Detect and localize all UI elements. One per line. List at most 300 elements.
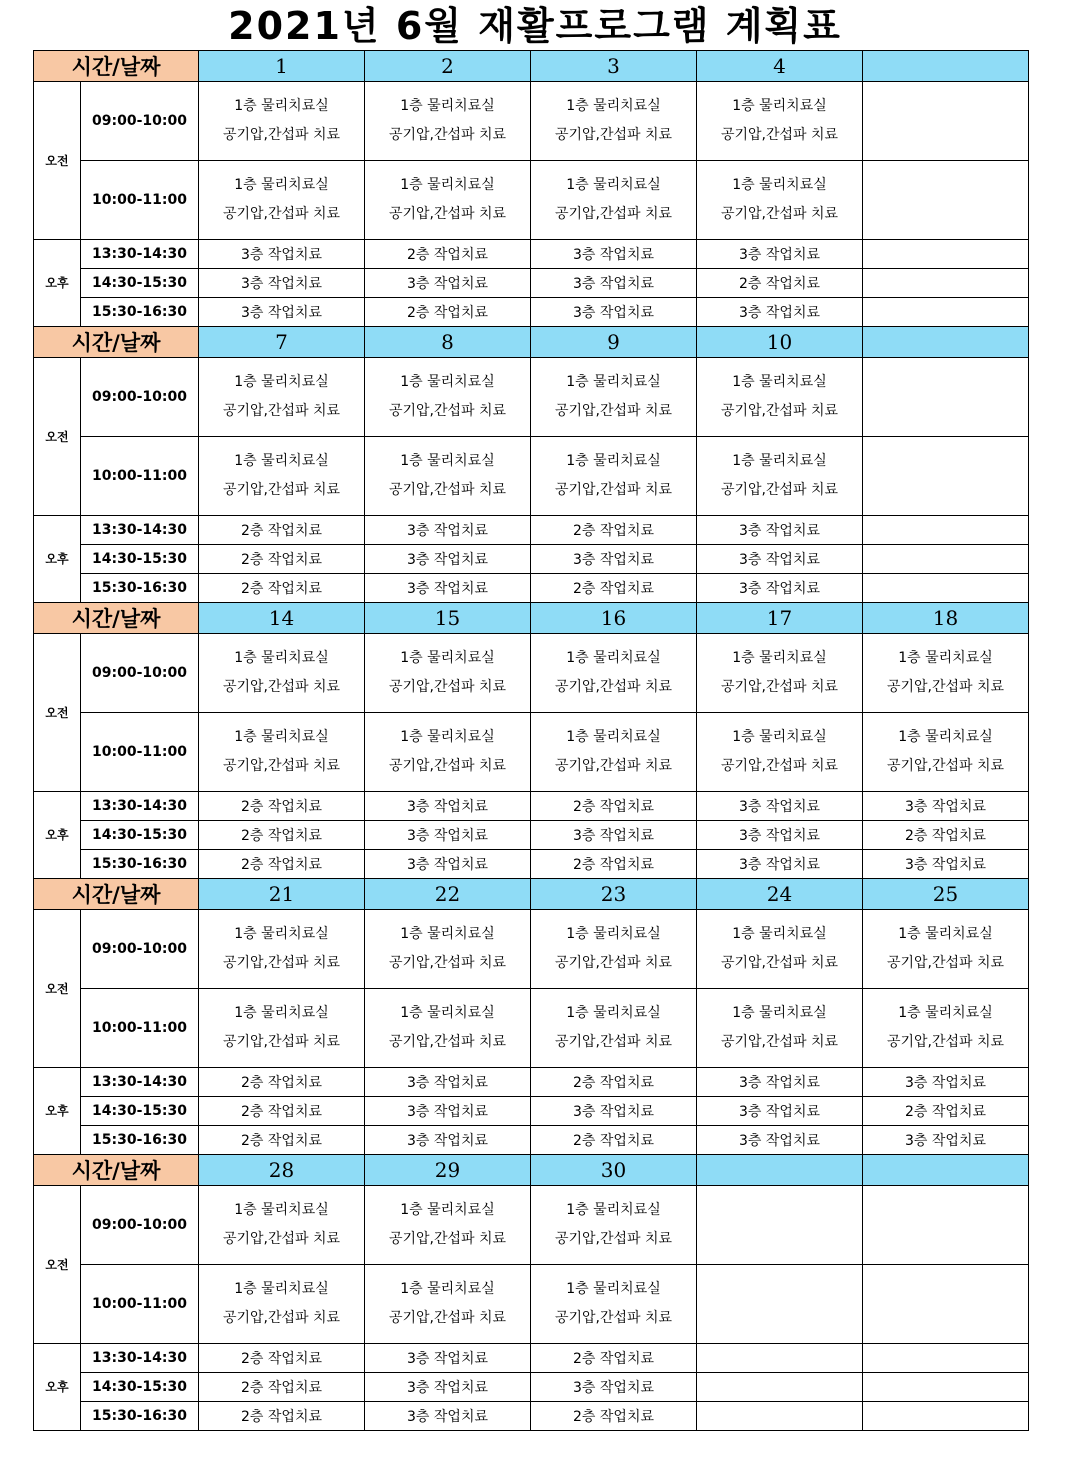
date-header: [863, 1155, 1029, 1186]
am-row: [34, 634, 1029, 713]
am-row: [34, 989, 1029, 1068]
schedule-cell: 3층 작업치료: [697, 1097, 863, 1126]
time-date-header: 시간/날짜: [34, 327, 199, 358]
schedule-cell: [199, 161, 365, 240]
program-room: 1층 물리치료실: [566, 1281, 661, 1297]
date-header: 4: [697, 51, 863, 82]
program-room: 1층 물리치료실: [400, 926, 495, 942]
schedule-cell: 3층 작업치료: [365, 574, 531, 603]
program-treatment: 공기압,간섭파 치료: [554, 679, 673, 695]
schedule-cell: 3층 작업치료: [531, 298, 697, 327]
schedule-cell: 2층 작업치료: [199, 1068, 365, 1097]
program-room: 1층 물리치료실: [400, 177, 495, 193]
schedule-cell: [365, 1186, 531, 1265]
program-treatment: 공기압,간섭파 치료: [388, 127, 507, 143]
schedule-cell: [199, 358, 365, 437]
period-am-label: 오전: [34, 82, 81, 240]
date-header: 16: [531, 603, 697, 634]
schedule-cell: 3층 작업치료: [531, 821, 697, 850]
schedule-cell: [863, 1265, 1029, 1344]
schedule-cell: 3층 작업치료: [697, 240, 863, 269]
program-treatment: 공기압,간섭파 치료: [388, 1310, 507, 1326]
schedule-cell: 3층 작업치료: [863, 1126, 1029, 1155]
program-room: 1층 물리치료실: [234, 1281, 329, 1297]
time-slot: 10:00-11:00: [81, 161, 199, 240]
schedule-cell: [365, 634, 531, 713]
schedule-cell: 3층 작업치료: [365, 269, 531, 298]
pm-row: [34, 1126, 1029, 1155]
time-slot: 13:30-14:30: [81, 516, 199, 545]
schedule-cell: [697, 1373, 863, 1402]
schedule-cell: [697, 1186, 863, 1265]
program-room: 1층 물리치료실: [566, 650, 661, 666]
period-am-label: 오전: [34, 1186, 81, 1344]
date-header: 1: [199, 51, 365, 82]
schedule-cell: 3층 작업치료: [199, 269, 365, 298]
program-treatment: 공기압,간섭파 치료: [886, 758, 1005, 774]
program-treatment: 공기압,간섭파 치료: [388, 758, 507, 774]
schedule-cell: [697, 713, 863, 792]
date-header: 28: [199, 1155, 365, 1186]
schedule-cell: 3층 작업치료: [365, 545, 531, 574]
program-room: 1층 물리치료실: [732, 729, 827, 745]
pm-row: [34, 545, 1029, 574]
schedule-cell: [531, 1186, 697, 1265]
time-slot: 14:30-15:30: [81, 1373, 199, 1402]
time-date-header: 시간/날짜: [34, 603, 199, 634]
program-treatment: 공기압,간섭파 치료: [720, 955, 839, 971]
program-treatment: 공기압,간섭파 치료: [720, 206, 839, 222]
time-slot: 10:00-11:00: [81, 437, 199, 516]
schedule-cell: 3층 작업치료: [863, 792, 1029, 821]
schedule-cell: [531, 358, 697, 437]
schedule-cell: 2층 작업치료: [531, 1126, 697, 1155]
date-header: 7: [199, 327, 365, 358]
am-row: [34, 161, 1029, 240]
pm-row: [34, 792, 1029, 821]
pm-row: [34, 240, 1029, 269]
am-row: [34, 910, 1029, 989]
date-header: 25: [863, 879, 1029, 910]
program-room: 1층 물리치료실: [400, 729, 495, 745]
program-room: 1층 물리치료실: [732, 1005, 827, 1021]
program-room: 1층 물리치료실: [234, 98, 329, 114]
week-header-row: [34, 327, 1029, 358]
date-header: 24: [697, 879, 863, 910]
schedule-cell: [863, 1186, 1029, 1265]
am-row: [34, 1265, 1029, 1344]
period-pm-label: 오후: [34, 1344, 81, 1431]
program-treatment: 공기압,간섭파 치료: [554, 1034, 673, 1050]
program-room: 1층 물리치료실: [566, 1005, 661, 1021]
schedule-cell: 2층 작업치료: [863, 821, 1029, 850]
schedule-cell: [697, 358, 863, 437]
time-slot: 13:30-14:30: [81, 1068, 199, 1097]
page-title: 2021년 6월 재활프로그램 계획표: [228, 4, 842, 48]
program-room: 1층 물리치료실: [400, 98, 495, 114]
schedule-cell: 3층 작업치료: [697, 792, 863, 821]
schedule-cell: 2층 작업치료: [531, 1068, 697, 1097]
date-header: 14: [199, 603, 365, 634]
schedule-cell: 3층 작업치료: [199, 298, 365, 327]
program-room: 1층 물리치료실: [400, 1202, 495, 1218]
schedule-cell: [531, 989, 697, 1068]
program-room: 1층 물리치료실: [234, 374, 329, 390]
time-date-header: 시간/날짜: [34, 51, 199, 82]
program-treatment: 공기압,간섭파 치료: [720, 482, 839, 498]
schedule-cell: [531, 634, 697, 713]
schedule-cell: 2층 작업치료: [199, 792, 365, 821]
schedule-cell: [697, 910, 863, 989]
program-room: 1층 물리치료실: [898, 926, 993, 942]
schedule-cell: 2층 작업치료: [531, 850, 697, 879]
program-room: 1층 물리치료실: [566, 177, 661, 193]
program-treatment: 공기압,간섭파 치료: [886, 955, 1005, 971]
program-room: 1층 물리치료실: [234, 650, 329, 666]
schedule-cell: [863, 358, 1029, 437]
program-treatment: 공기압,간섭파 치료: [554, 955, 673, 971]
week-header-row: [34, 879, 1029, 910]
program-treatment: 공기압,간섭파 치료: [720, 1034, 839, 1050]
time-slot: 13:30-14:30: [81, 240, 199, 269]
schedule-cell: [863, 545, 1029, 574]
program-treatment: 공기압,간섭파 치료: [222, 482, 341, 498]
program-room: 1층 물리치료실: [732, 453, 827, 469]
time-slot: 15:30-16:30: [81, 1402, 199, 1431]
pm-row: [34, 574, 1029, 603]
am-row: [34, 82, 1029, 161]
schedule-cell: [531, 161, 697, 240]
program-treatment: 공기압,간섭파 치료: [222, 679, 341, 695]
program-room: 1층 물리치료실: [400, 1281, 495, 1297]
schedule-cell: 3층 작업치료: [863, 1068, 1029, 1097]
pm-row: [34, 850, 1029, 879]
pm-row: [34, 516, 1029, 545]
date-header: 17: [697, 603, 863, 634]
time-slot: 15:30-16:30: [81, 298, 199, 327]
program-treatment: 공기압,간섭파 치료: [222, 127, 341, 143]
schedule-cell: [365, 910, 531, 989]
schedule-cell: [199, 910, 365, 989]
program-treatment: 공기압,간섭파 치료: [222, 403, 341, 419]
schedule-cell: [863, 516, 1029, 545]
program-treatment: 공기압,간섭파 치료: [554, 1231, 673, 1247]
schedule-cell: [697, 161, 863, 240]
time-date-header: 시간/날짜: [34, 1155, 199, 1186]
schedule-cell: 3층 작업치료: [531, 1373, 697, 1402]
program-room: 1층 물리치료실: [566, 729, 661, 745]
period-pm-label: 오후: [34, 240, 81, 327]
program-room: 1층 물리치료실: [566, 98, 661, 114]
pm-row: [34, 1068, 1029, 1097]
time-slot: 09:00-10:00: [81, 358, 199, 437]
schedule-cell: [863, 574, 1029, 603]
time-slot: 09:00-10:00: [81, 910, 199, 989]
schedule-cell: [199, 82, 365, 161]
program-treatment: 공기압,간섭파 치료: [720, 403, 839, 419]
program-room: 1층 물리치료실: [898, 650, 993, 666]
schedule-cell: 2층 작업치료: [531, 1402, 697, 1431]
schedule-cell: [365, 1265, 531, 1344]
schedule-cell: 3층 작업치료: [365, 1126, 531, 1155]
program-treatment: 공기압,간섭파 치료: [388, 1034, 507, 1050]
time-slot: 14:30-15:30: [81, 545, 199, 574]
program-room: 1층 물리치료실: [400, 650, 495, 666]
schedule-cell: 3층 작업치료: [365, 1097, 531, 1126]
schedule-cell: 2층 작업치료: [199, 821, 365, 850]
schedule-cell: 2층 작업치료: [863, 1097, 1029, 1126]
program-treatment: 공기압,간섭파 치료: [388, 1231, 507, 1247]
program-room: 1층 물리치료실: [732, 177, 827, 193]
program-room: 1층 물리치료실: [234, 1202, 329, 1218]
schedule-cell: 3층 작업치료: [697, 1126, 863, 1155]
date-header: 9: [531, 327, 697, 358]
program-treatment: 공기압,간섭파 치료: [388, 206, 507, 222]
date-header: 3: [531, 51, 697, 82]
period-am-label: 오전: [34, 634, 81, 792]
program-room: 1층 물리치료실: [566, 1202, 661, 1218]
time-slot: 09:00-10:00: [81, 82, 199, 161]
period-am-label: 오전: [34, 910, 81, 1068]
schedule-cell: 2층 작업치료: [531, 1344, 697, 1373]
program-room: 1층 물리치료실: [234, 926, 329, 942]
schedule-cell: [531, 437, 697, 516]
pm-row: [34, 269, 1029, 298]
program-treatment: 공기압,간섭파 치료: [222, 1231, 341, 1247]
schedule-cell: [697, 82, 863, 161]
program-room: 1층 물리치료실: [234, 729, 329, 745]
schedule-cell: 3층 작업치료: [365, 821, 531, 850]
time-slot: 14:30-15:30: [81, 269, 199, 298]
period-pm-label: 오후: [34, 792, 81, 879]
schedule-cell: 2층 작업치료: [697, 269, 863, 298]
program-treatment: 공기압,간섭파 치료: [554, 403, 673, 419]
time-slot: 15:30-16:30: [81, 1126, 199, 1155]
schedule-cell: [863, 1344, 1029, 1373]
schedule-cell: 3층 작업치료: [365, 1344, 531, 1373]
schedule-cell: 3층 작업치료: [365, 850, 531, 879]
program-treatment: 공기압,간섭파 치료: [554, 127, 673, 143]
time-slot: 15:30-16:30: [81, 850, 199, 879]
schedule-cell: [697, 634, 863, 713]
date-header: 23: [531, 879, 697, 910]
period-pm-label: 오후: [34, 1068, 81, 1155]
program-room: 1층 물리치료실: [732, 926, 827, 942]
program-treatment: 공기압,간섭파 치료: [388, 482, 507, 498]
schedule-cell: 2층 작업치료: [199, 1373, 365, 1402]
time-slot: 13:30-14:30: [81, 792, 199, 821]
schedule-cell: [199, 1265, 365, 1344]
schedule-cell: 3층 작업치료: [697, 574, 863, 603]
program-treatment: 공기압,간섭파 치료: [886, 1034, 1005, 1050]
schedule-cell: [199, 1186, 365, 1265]
schedule-cell: [863, 82, 1029, 161]
period-am-label: 오전: [34, 358, 81, 516]
schedule-cell: 2층 작업치료: [531, 516, 697, 545]
schedule-cell: [863, 1402, 1029, 1431]
date-header: 2: [365, 51, 531, 82]
program-treatment: 공기압,간섭파 치료: [886, 679, 1005, 695]
program-room: 1층 물리치료실: [400, 374, 495, 390]
schedule-cell: [863, 989, 1029, 1068]
schedule-cell: [697, 437, 863, 516]
date-header: 21: [199, 879, 365, 910]
time-slot: 09:00-10:00: [81, 1186, 199, 1265]
week-header-row: [34, 603, 1029, 634]
period-pm-label: 오후: [34, 516, 81, 603]
schedule-cell: 3층 작업치료: [697, 1068, 863, 1097]
program-treatment: 공기압,간섭파 치료: [554, 758, 673, 774]
am-row: [34, 358, 1029, 437]
schedule-cell: [697, 1265, 863, 1344]
schedule-cell: [365, 989, 531, 1068]
program-treatment: 공기압,간섭파 치료: [388, 679, 507, 695]
date-header: 15: [365, 603, 531, 634]
time-slot: 10:00-11:00: [81, 989, 199, 1068]
program-treatment: 공기압,간섭파 치료: [222, 955, 341, 971]
schedule-cell: [365, 82, 531, 161]
program-treatment: 공기압,간섭파 치료: [222, 1034, 341, 1050]
pm-row: [34, 821, 1029, 850]
schedule-cell: [199, 713, 365, 792]
program-room: 1층 물리치료실: [732, 98, 827, 114]
date-header: 8: [365, 327, 531, 358]
schedule-cell: 2층 작업치료: [199, 545, 365, 574]
schedule-cell: 3층 작업치료: [365, 1402, 531, 1431]
time-slot: 10:00-11:00: [81, 1265, 199, 1344]
schedule-cell: 3층 작업치료: [697, 516, 863, 545]
program-room: 1층 물리치료실: [732, 374, 827, 390]
schedule-cell: [365, 713, 531, 792]
schedule-cell: [863, 437, 1029, 516]
program-treatment: 공기압,간섭파 치료: [720, 679, 839, 695]
schedule-cell: 2층 작업치료: [199, 850, 365, 879]
schedule-cell: 3층 작업치료: [531, 545, 697, 574]
week-header-row: [34, 1155, 1029, 1186]
schedule-cell: 2층 작업치료: [199, 1097, 365, 1126]
schedule-cell: [863, 298, 1029, 327]
pm-row: [34, 1373, 1029, 1402]
schedule-cell: 3층 작업치료: [365, 792, 531, 821]
schedule-cell: [863, 910, 1029, 989]
program-treatment: 공기압,간섭파 치료: [720, 758, 839, 774]
schedule-cell: [531, 82, 697, 161]
schedule-cell: [199, 437, 365, 516]
date-header: 29: [365, 1155, 531, 1186]
schedule-table: [33, 50, 1029, 1431]
schedule-cell: [697, 1344, 863, 1373]
schedule-cell: 3층 작업치료: [365, 1068, 531, 1097]
program-treatment: 공기압,간섭파 치료: [554, 206, 673, 222]
schedule-cell: [365, 161, 531, 240]
am-row: [34, 437, 1029, 516]
date-header: [863, 327, 1029, 358]
time-slot: 09:00-10:00: [81, 634, 199, 713]
date-header: 30: [531, 1155, 697, 1186]
schedule-cell: [365, 358, 531, 437]
pm-row: [34, 1402, 1029, 1431]
program-room: 1층 물리치료실: [400, 453, 495, 469]
pm-row: [34, 1344, 1029, 1373]
schedule-cell: 3층 작업치료: [697, 821, 863, 850]
schedule-cell: [531, 713, 697, 792]
schedule-cell: [199, 989, 365, 1068]
time-slot: 14:30-15:30: [81, 1097, 199, 1126]
schedule-cell: [531, 1265, 697, 1344]
time-slot: 15:30-16:30: [81, 574, 199, 603]
week-header-row: [34, 51, 1029, 82]
schedule-cell: [863, 161, 1029, 240]
schedule-cell: 2층 작업치료: [199, 516, 365, 545]
schedule-cell: [863, 269, 1029, 298]
program-room: 1층 물리치료실: [234, 177, 329, 193]
program-room: 1층 물리치료실: [566, 374, 661, 390]
schedule-cell: 3층 작업치료: [365, 516, 531, 545]
program-room: 1층 물리치료실: [400, 1005, 495, 1021]
am-row: [34, 713, 1029, 792]
schedule-cell: 3층 작업치료: [531, 240, 697, 269]
schedule-cell: [863, 1373, 1029, 1402]
schedule-cell: 2층 작업치료: [199, 1126, 365, 1155]
time-slot: 14:30-15:30: [81, 821, 199, 850]
time-date-header: 시간/날짜: [34, 879, 199, 910]
date-header: 22: [365, 879, 531, 910]
program-room: 1층 물리치료실: [234, 453, 329, 469]
am-row: [34, 1186, 1029, 1265]
schedule-cell: 2층 작업치료: [531, 574, 697, 603]
time-slot: 13:30-14:30: [81, 1344, 199, 1373]
schedule-cell: [863, 713, 1029, 792]
program-room: 1층 물리치료실: [732, 650, 827, 666]
schedule-cell: 3층 작업치료: [697, 298, 863, 327]
program-treatment: 공기압,간섭파 치료: [222, 206, 341, 222]
schedule-cell: 3층 작업치료: [863, 850, 1029, 879]
schedule-cell: 2층 작업치료: [365, 240, 531, 269]
schedule-cell: [365, 437, 531, 516]
schedule-cell: 3층 작업치료: [199, 240, 365, 269]
program-treatment: 공기압,간섭파 치료: [222, 1310, 341, 1326]
program-room: 1층 물리치료실: [898, 1005, 993, 1021]
pm-row: [34, 1097, 1029, 1126]
date-header: 18: [863, 603, 1029, 634]
program-room: 1층 물리치료실: [566, 926, 661, 942]
schedule-cell: 2층 작업치료: [199, 574, 365, 603]
schedule-cell: [863, 634, 1029, 713]
program-treatment: 공기압,간섭파 치료: [388, 403, 507, 419]
date-header: 10: [697, 327, 863, 358]
program-treatment: 공기압,간섭파 치료: [554, 482, 673, 498]
schedule-cell: 2층 작업치료: [199, 1402, 365, 1431]
schedule-cell: [697, 989, 863, 1068]
schedule-cell: 2층 작업치료: [531, 792, 697, 821]
time-slot: 10:00-11:00: [81, 713, 199, 792]
schedule-cell: 3층 작업치료: [365, 1373, 531, 1402]
date-header: [697, 1155, 863, 1186]
program-room: 1층 물리치료실: [566, 453, 661, 469]
schedule-cell: 2층 작업치료: [365, 298, 531, 327]
schedule-cell: 3층 작업치료: [697, 850, 863, 879]
schedule-cell: [697, 1402, 863, 1431]
program-room: 1층 물리치료실: [898, 729, 993, 745]
schedule-cell: 3층 작업치료: [697, 545, 863, 574]
program-treatment: 공기압,간섭파 치료: [554, 1310, 673, 1326]
schedule-cell: [863, 240, 1029, 269]
program-treatment: 공기압,간섭파 치료: [222, 758, 341, 774]
date-header: [863, 51, 1029, 82]
pm-row: [34, 298, 1029, 327]
program-room: 1층 물리치료실: [234, 1005, 329, 1021]
schedule-cell: 3층 작업치료: [531, 269, 697, 298]
